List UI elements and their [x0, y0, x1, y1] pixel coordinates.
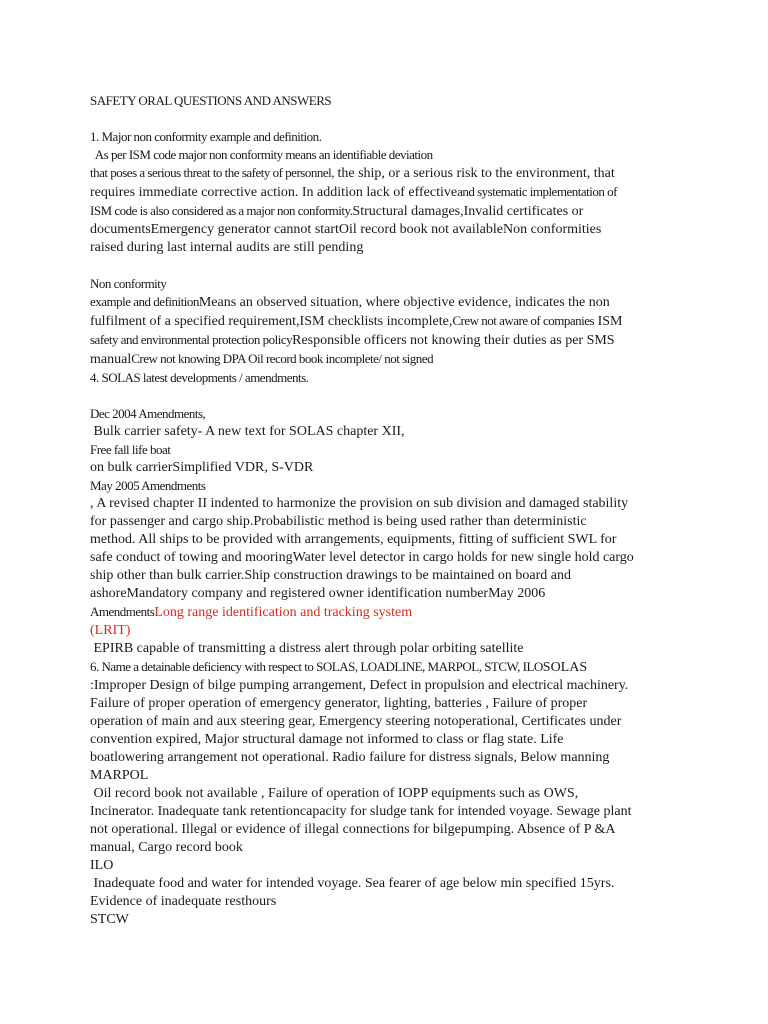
q2-line-4a: manual — [90, 352, 132, 367]
q2-line-1b: Means an observed situation, where objective evidence, indicates the non — [198, 295, 610, 310]
may-2005-line-5: ship other than bulk carrier.Ship construction drawings to be maintained on board and — [90, 568, 571, 583]
ilo-line-1: Inadequate food and water for intended voyage. Sea fearer of age below min specified 15yrs. — [90, 876, 615, 891]
q6-heading-text: 6. Name a detainable deficiency with respect to SOLAS, LOADLINE, MARPOL, STCW, ILO — [90, 659, 543, 674]
stcw-heading: STCW — [90, 912, 129, 927]
q2-line-1a: example and definition — [90, 294, 199, 309]
q1-line-2a: that poses a serious threat to the safety of personnel, — [90, 165, 334, 180]
may-2005-line-3: method. All ships to be provided with arrangements, equipments, fitting of sufficient SWL for — [90, 532, 617, 547]
solas-line-1: :Improper Design of bilge pumping arrangement, Defect in propulsion and electrical machinery. — [90, 678, 629, 693]
q2-line-4b: Crew not knowing DPA Oil record book incomplete/ not signed — [131, 351, 434, 366]
document-body — [90, 92, 690, 929]
ilo-line-2: Evidence of inadequate resthours — [90, 894, 277, 909]
q1-line-3b: and systematic implementation of — [457, 184, 617, 199]
free-fall-line: Free fall life boat — [90, 442, 171, 457]
q2-heading: Non conformity — [90, 276, 167, 291]
amendments-lrit-line — [90, 603, 690, 622]
solas-line-2: Failure of proper operation of emergency generator, lighting, batteries , Failure of proper — [90, 696, 588, 711]
q2-line-2c: ISM — [594, 314, 623, 329]
lrit-abbrev: (LRIT) — [90, 623, 131, 638]
solas-line-3: operation of main and aux steering gear, Emergency steering notoperational, Certificates under — [90, 714, 622, 729]
spacer — [90, 110, 690, 128]
q1-line-3 — [90, 183, 690, 202]
q2-line-4 — [90, 350, 690, 369]
on-bulk-line: on bulk carrierSimplified VDR, S-VDR — [90, 460, 314, 475]
q2-line-2a: fulfilment of a specified requirement,ISM checklists incomplete, — [90, 314, 453, 329]
document-title: SAFETY ORAL QUESTIONS AND ANSWERS — [90, 93, 332, 108]
q2-line-3a: safety and environmental protection policy — [90, 332, 293, 347]
may-2005-line-6: ashoreMandatory company and registered owner identification numberMay 2006 — [90, 586, 546, 601]
q4-heading: 4. SOLAS latest developments / amendments. — [90, 370, 309, 385]
lrit-text: Long range identification and tracking system — [154, 605, 413, 620]
marpol-line-1: Oil record book not available , Failure of operation of IOPP equipments such as OWS, — [90, 786, 579, 801]
marpol-line-2: Incinerator. Inadequate tank retentioncapacity for sludge tank for intended voyage. Sewage plant — [90, 804, 632, 819]
may-2005-line-1: , A revised chapter II indented to harmonize the provision on sub division and damaged stability — [90, 496, 629, 511]
q1-line-4a: ISM code is also considered as a major non conformity. — [90, 203, 353, 218]
may-2005-line-2: for passenger and cargo ship.Probabilistic method is being used rather than deterministic — [90, 514, 587, 529]
q1-line-5: documentsEmergency generator cannot startOil record book not availableNon conformities — [90, 222, 602, 237]
q1-line-4b: Structural damages,Invalid certificates or — [352, 204, 584, 219]
amendments-label: Amendments — [90, 604, 155, 619]
may-2005-heading: May 2005 Amendments — [90, 478, 206, 493]
ilo-heading: ILO — [90, 858, 114, 873]
solas-line-4: convention expired, Major structural damage not informed to class or flag state. Life — [90, 732, 564, 747]
q2-line-1 — [90, 293, 690, 312]
q1-line-2b: the ship, or a serious risk to the environment, that — [333, 166, 615, 181]
dec-2004-heading: Dec 2004 Amendments, — [90, 406, 206, 421]
marpol-line-3: not operational. Illegal or evidence of illegal connections for bilgepumping. Absence of P &A — [90, 822, 616, 837]
marpol-line-4: manual, Cargo record book — [90, 840, 243, 855]
q1-line-3a: requires immediate corrective action. In addition lack of effective — [90, 185, 458, 200]
spacer — [90, 257, 690, 275]
q2-line-3b: Responsible officers not knowing their duties as per SMS — [292, 333, 615, 348]
q1-heading: 1. Major non conformity example and definition. — [90, 129, 322, 144]
may-2005-line-4: safe conduct of towing and mooringWater level detector in cargo holds for new single hold cargo — [90, 550, 634, 565]
q2-line-3 — [90, 331, 690, 350]
q1-line-2 — [90, 164, 690, 183]
bulk-carrier-line: Bulk carrier safety- A new text for SOLAS chapter XII, — [90, 424, 405, 439]
q6-heading — [90, 658, 690, 677]
q1-line-4 — [90, 202, 690, 221]
q1-line-6: raised during last internal audits are still pending — [90, 240, 364, 255]
spacer — [90, 387, 690, 405]
q2-line-2 — [90, 312, 690, 331]
solas-line-5: boatlowering arrangement not operational. Radio failure for distress signals, Below manning — [90, 750, 610, 765]
q2-line-2b: Crew not aware of companies — [452, 313, 595, 328]
q6-heading-tail: SOLAS — [542, 660, 588, 675]
q1-line-1: As per ISM code major non conformity means an identifiable deviation — [90, 147, 433, 162]
marpol-heading: MARPOL — [90, 768, 149, 783]
epirb-line: EPIRB capable of transmitting a distress alert through polar orbiting satellite — [90, 641, 524, 656]
